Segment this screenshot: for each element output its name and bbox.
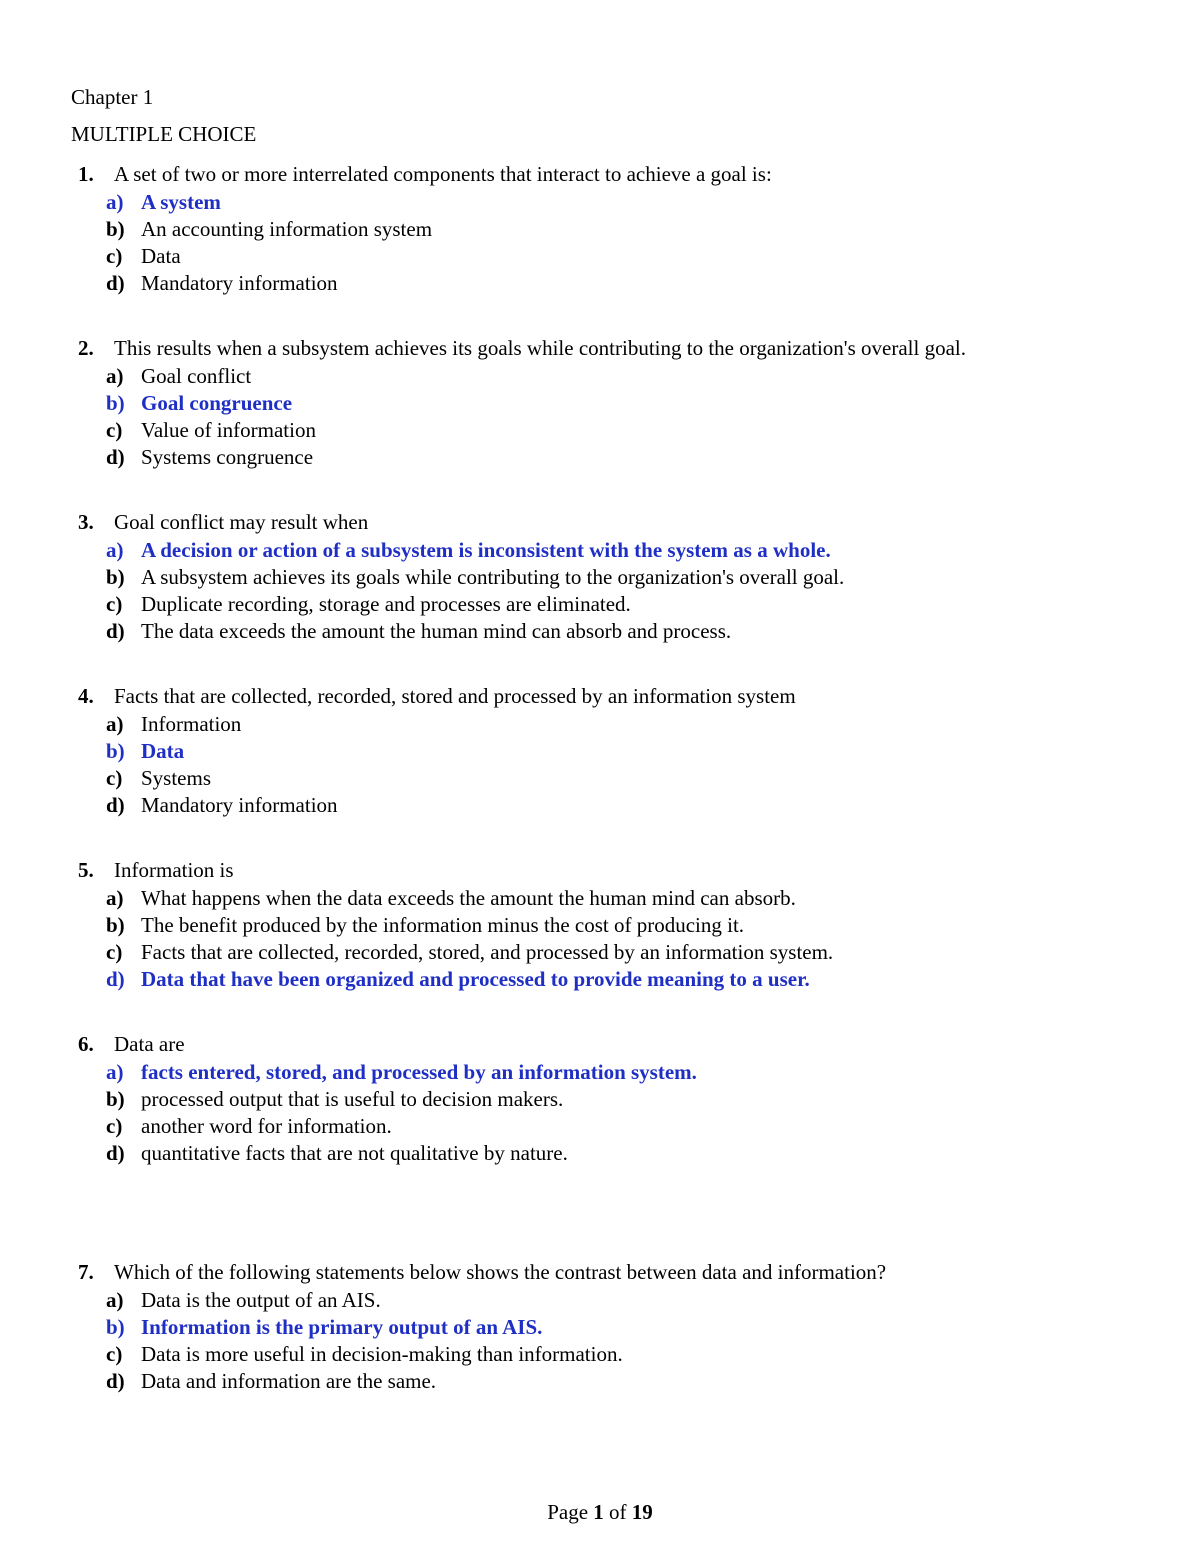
option-letter: d) bbox=[106, 793, 125, 817]
correct-answer-option: Goal congruence bbox=[141, 391, 293, 415]
answer-option: Duplicate recording, storage and processes are eliminated. bbox=[141, 592, 631, 616]
option-letter: a) bbox=[106, 538, 124, 562]
question-number: 7. bbox=[78, 1260, 94, 1284]
chapter-title: Chapter 1 bbox=[71, 85, 154, 109]
answer-option: Information bbox=[141, 712, 242, 736]
section-heading: MULTIPLE CHOICE bbox=[71, 122, 257, 146]
answer-option: Goal conflict bbox=[141, 364, 252, 388]
option-letter: d) bbox=[106, 967, 125, 991]
correct-answer-option: A decision or action of a subsystem is inconsistent with the system as a whole. bbox=[141, 538, 831, 562]
option-letter: a) bbox=[106, 364, 124, 388]
question-text: Goal conflict may result when bbox=[114, 510, 369, 534]
option-letter: a) bbox=[106, 1060, 124, 1084]
answer-option: Facts that are collected, recorded, stored, and processed by an information system. bbox=[141, 940, 834, 964]
option-letter: a) bbox=[106, 1288, 124, 1312]
answer-option: Data is more useful in decision-making than information. bbox=[141, 1342, 623, 1366]
correct-answer-option: facts entered, stored, and processed by an information system. bbox=[141, 1060, 697, 1084]
correct-answer-option: A system bbox=[141, 190, 221, 214]
question-text: Data are bbox=[114, 1032, 185, 1056]
option-letter: b) bbox=[106, 217, 125, 241]
page-footer bbox=[0, 1499, 1200, 1526]
answer-option: What happens when the data exceeds the amount the human mind can absorb. bbox=[141, 886, 796, 910]
question-number: 6. bbox=[78, 1032, 94, 1056]
question-number: 3. bbox=[78, 510, 94, 534]
answer-option: Systems congruence bbox=[141, 445, 314, 469]
option-letter: c) bbox=[106, 592, 123, 616]
option-letter: d) bbox=[106, 271, 125, 295]
question-text: Facts that are collected, recorded, stored and processed by an information system bbox=[114, 684, 796, 708]
question-text: Information is bbox=[114, 858, 234, 882]
option-letter: d) bbox=[106, 619, 125, 643]
option-letter: b) bbox=[106, 1315, 125, 1339]
option-letter: c) bbox=[106, 1114, 123, 1138]
option-letter: b) bbox=[106, 565, 125, 589]
answer-option: The data exceeds the amount the human mind can absorb and process. bbox=[141, 619, 732, 643]
option-letter: c) bbox=[106, 418, 123, 442]
option-letter: b) bbox=[106, 1087, 125, 1111]
option-letter: a) bbox=[106, 712, 124, 736]
option-letter: c) bbox=[106, 1342, 123, 1366]
correct-answer-option: Data that have been organized and processed to provide meaning to a user. bbox=[141, 967, 810, 991]
option-letter: b) bbox=[106, 913, 125, 937]
answer-option: Value of information bbox=[141, 418, 316, 442]
answer-option: Mandatory information bbox=[141, 793, 338, 817]
question-number: 1. bbox=[78, 162, 94, 186]
option-letter: c) bbox=[106, 244, 123, 268]
option-letter: a) bbox=[106, 886, 124, 910]
footer-middle: of bbox=[603, 1500, 632, 1524]
answer-option: Mandatory information bbox=[141, 271, 338, 295]
answer-option: An accounting information system bbox=[141, 217, 433, 241]
answer-option: processed output that is useful to decision makers. bbox=[141, 1087, 564, 1111]
option-letter: b) bbox=[106, 739, 125, 763]
current-page-number: 1 bbox=[593, 1500, 604, 1524]
question-text: This results when a subsystem achieves its goals while contributing to the organization's overall goal. bbox=[114, 336, 966, 360]
question-number: 5. bbox=[78, 858, 94, 882]
answer-option: Data is the output of an AIS. bbox=[141, 1288, 381, 1312]
footer-prefix: Page bbox=[547, 1500, 594, 1524]
question-number: 4. bbox=[78, 684, 94, 708]
option-letter: c) bbox=[106, 766, 123, 790]
answer-option: quantitative facts that are not qualitative by nature. bbox=[141, 1141, 568, 1165]
answer-option: Data and information are the same. bbox=[141, 1369, 437, 1393]
answer-option: Data bbox=[141, 244, 181, 268]
answer-option: A subsystem achieves its goals while contributing to the organization's overall goal. bbox=[141, 565, 845, 589]
question-text: A set of two or more interrelated components that interact to achieve a goal is: bbox=[114, 162, 772, 186]
correct-answer-option: Information is the primary output of an AIS. bbox=[141, 1315, 543, 1339]
answer-option: Systems bbox=[141, 766, 212, 790]
answer-option: another word for information. bbox=[141, 1114, 392, 1138]
answer-option: The benefit produced by the information minus the cost of producing it. bbox=[141, 913, 745, 937]
question-text: Which of the following statements below shows the contrast between data and information? bbox=[114, 1260, 887, 1284]
correct-answer-option: Data bbox=[141, 739, 185, 763]
option-letter: c) bbox=[106, 940, 123, 964]
option-letter: d) bbox=[106, 1141, 125, 1165]
option-letter: b) bbox=[106, 391, 125, 415]
option-letter: d) bbox=[106, 445, 125, 469]
option-letter: a) bbox=[106, 190, 124, 214]
question-number: 2. bbox=[78, 336, 94, 360]
option-letter: d) bbox=[106, 1369, 125, 1393]
total-page-count: 19 bbox=[631, 1500, 653, 1524]
